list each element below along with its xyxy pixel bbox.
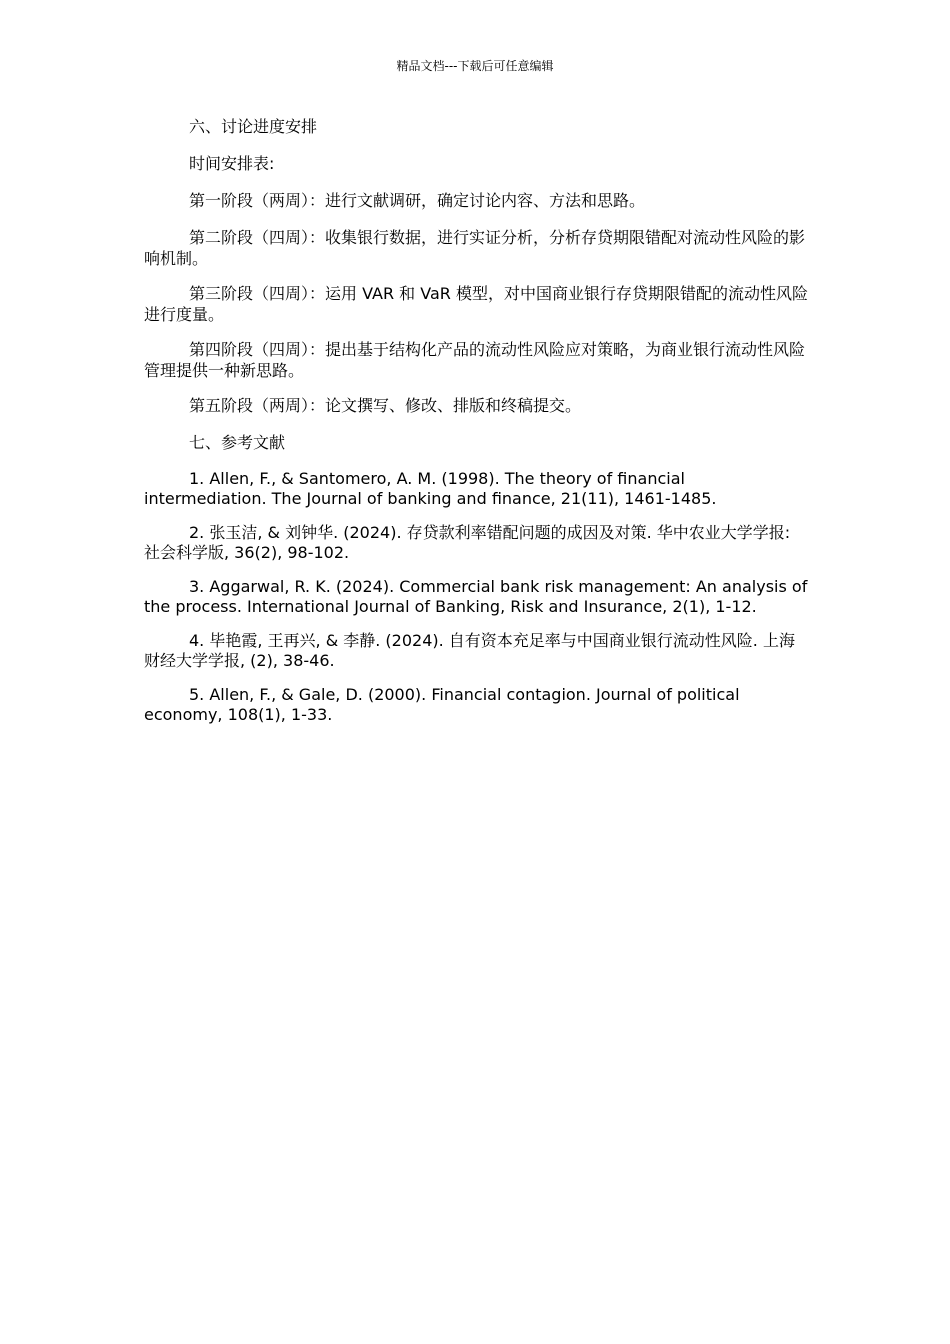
reference-item: 2. 张玉洁, & 刘钟华. (2024). 存贷款利率错配问题的成因及对策. 华中农业大学学报: 社会科学版, 36(2), 98-102. (144, 523, 791, 562)
reference-item: 4. 毕艳霞, 王再兴, & 李静. (2024). 自有资本充足率与中国商业银行流动性风险. 上海财经大学学报, (2), 38-46. (144, 631, 795, 670)
reference-item: 3. Aggarwal, R. K. (2024). Commercial bank risk management: An analysis of the process. International Journal of Banking, Risk and Insurance, 2(1), 1-12. (144, 577, 808, 616)
stage-item: 第一阶段（两周）：进行文献调研，确定讨论内容、方法和思路。 (189, 191, 646, 210)
page-header: 精品文档---下载后可任意编辑 (396, 59, 554, 73)
stage-item: 第四阶段（四周）：提出基于结构化产品的流动性风险应对策略，为商业银行流动性风险管理提供一种新思路。 (144, 340, 806, 380)
schedule-label: 时间安排表: (189, 154, 275, 173)
stage-item: 第五阶段（两周）：论文撰写、修改、排版和终稿提交。 (189, 396, 582, 415)
stage-item: 第三阶段（四周）：运用 VAR 和 VaR 模型，对中国商业银行存贷期限错配的流动性风险进行度量。 (144, 284, 808, 324)
stage-item: 第二阶段（四周）：收集银行数据，进行实证分析，分析存贷期限错配对流动性风险的影响机制。 (144, 228, 806, 268)
reference-item: 5. Allen, F., & Gale, D. (2000). Financial contagion. Journal of political economy, 108(1), 1-33. (144, 685, 740, 724)
reference-item: 1. Allen, F., & Santomero, A. M. (1998). The theory of financial intermediation. The Journal of banking and finance, 21(11), 1461-1485. (144, 469, 717, 508)
document-body (144, 116, 808, 739)
section-heading-references: 七、参考文献 (189, 433, 286, 452)
section-heading-schedule: 六、讨论进度安排 (189, 117, 318, 136)
